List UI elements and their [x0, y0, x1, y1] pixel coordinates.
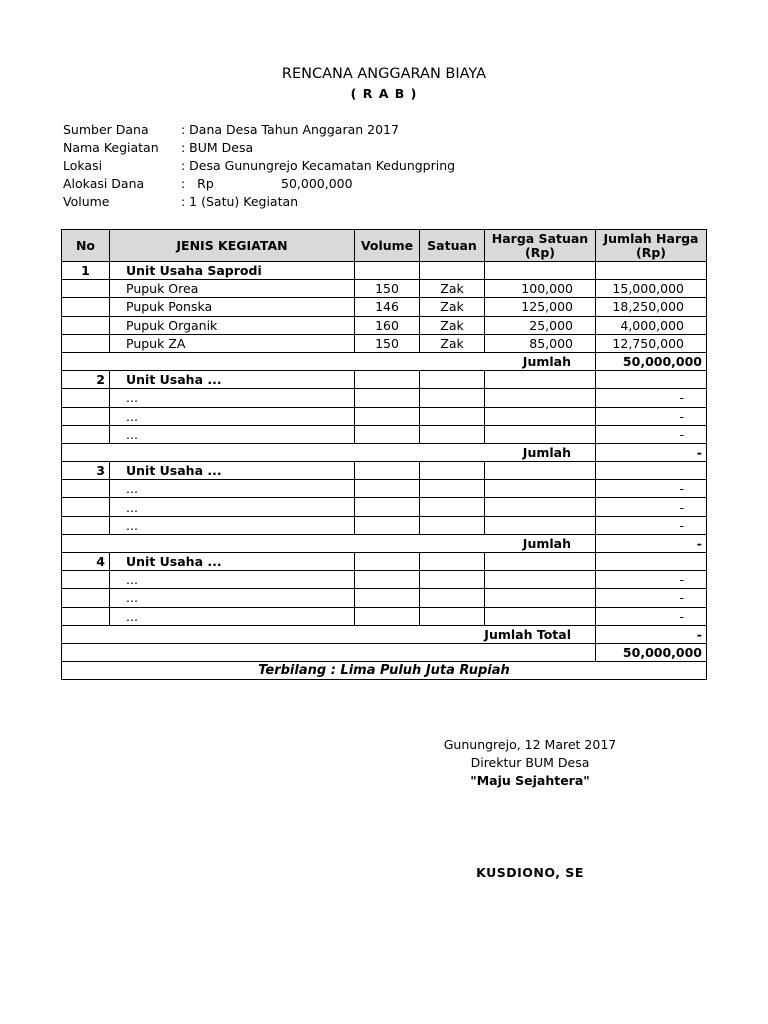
signature-organization: "Maju Sejahtera" — [470, 773, 590, 788]
table-row — [62, 571, 707, 589]
subtotal-label: Jumlah — [62, 352, 596, 370]
item-harga: 125,000 — [485, 298, 596, 316]
item-jumlah: - — [596, 571, 707, 589]
header-jumlah-harga: Jumlah Harga (Rp) — [596, 230, 707, 262]
item-jumlah: - — [596, 516, 707, 534]
info-value: : 1 (Satu) Kegiatan — [181, 194, 299, 209]
subtotal-value: 50,000,000 — [596, 352, 707, 370]
item-name: ... — [110, 480, 355, 498]
info-value: : Dana Desa Tahun Anggaran 2017 — [181, 122, 399, 137]
info-amount: 50,000,000 — [281, 176, 353, 191]
group-no: 1 — [62, 262, 110, 280]
item-name: ... — [110, 516, 355, 534]
document-title: RENCANA ANGGARAN BIAYA — [281, 66, 487, 82]
header-no: No — [62, 230, 110, 262]
item-jumlah: - — [596, 407, 707, 425]
group-name: Unit Usaha Saprodi — [110, 262, 355, 280]
info-label: Alokasi Dana — [63, 176, 145, 191]
group-row — [62, 262, 707, 280]
group-no: 4 — [62, 553, 110, 571]
item-jumlah: - — [596, 589, 707, 607]
info-label: Nama Kegiatan — [63, 140, 159, 155]
signature-position: Direktur BUM Desa — [470, 755, 590, 770]
table-row — [62, 389, 707, 407]
item-name: Pupuk ZA — [110, 334, 355, 352]
item-jumlah: - — [596, 498, 707, 516]
info-value: : BUM Desa — [181, 140, 254, 155]
header-harga-satuan: Harga Satuan (Rp) — [485, 230, 596, 262]
item-name: Pupuk Organik — [110, 316, 355, 334]
item-name: ... — [110, 571, 355, 589]
total-value: - — [596, 625, 707, 643]
grand-total-value: 50,000,000 — [596, 643, 707, 661]
table-row — [62, 280, 707, 298]
header-jenis-kegiatan: JENIS KEGIATAN — [110, 230, 355, 262]
group-name: Unit Usaha ... — [110, 462, 355, 480]
item-jumlah: - — [596, 607, 707, 625]
group-row — [62, 371, 707, 389]
item-name: Pupuk Orea — [110, 280, 355, 298]
info-label: Lokasi — [63, 158, 103, 173]
document-subtitle: ( R A B ) — [350, 86, 418, 101]
item-volume: 150 — [355, 280, 420, 298]
group-name: Unit Usaha ... — [110, 553, 355, 571]
table-row — [62, 498, 707, 516]
group-no: 3 — [62, 462, 110, 480]
grand-total-row — [62, 643, 707, 661]
subtotal-row — [62, 534, 707, 552]
total-row — [62, 625, 707, 643]
subtotal-row — [62, 443, 707, 461]
signature-place-date: Gunungrejo, 12 Maret 2017 — [443, 737, 617, 752]
item-satuan: Zak — [420, 334, 485, 352]
item-jumlah: - — [596, 480, 707, 498]
info-value: : Rp — [181, 176, 214, 191]
table-row — [62, 516, 707, 534]
item-jumlah: 4,000,000 — [596, 316, 707, 334]
group-no: 2 — [62, 371, 110, 389]
rab-table — [61, 229, 707, 680]
item-volume: 150 — [355, 334, 420, 352]
info-label: Volume — [63, 194, 110, 209]
table-row — [62, 316, 707, 334]
subtotal-value: - — [596, 534, 707, 552]
item-jumlah: 12,750,000 — [596, 334, 707, 352]
item-harga: 100,000 — [485, 280, 596, 298]
header-satuan: Satuan — [420, 230, 485, 262]
subtotal-label: Jumlah — [62, 443, 596, 461]
item-satuan: Zak — [420, 298, 485, 316]
info-row-alokasi-dana — [63, 175, 563, 193]
subtotal-label: Jumlah — [62, 534, 596, 552]
item-name: ... — [110, 389, 355, 407]
item-jumlah: - — [596, 425, 707, 443]
item-volume: 146 — [355, 298, 420, 316]
group-name: Unit Usaha ... — [110, 371, 355, 389]
terbilang-row — [62, 662, 707, 680]
subtotal-row — [62, 352, 707, 370]
item-name: ... — [110, 425, 355, 443]
terbilang-text: Terbilang : Lima Puluh Juta Rupiah — [62, 662, 707, 680]
item-volume: 160 — [355, 316, 420, 334]
item-name: ... — [110, 589, 355, 607]
item-harga: 25,000 — [485, 316, 596, 334]
table-row — [62, 480, 707, 498]
item-harga: 85,000 — [485, 334, 596, 352]
table-row — [62, 407, 707, 425]
table-row — [62, 425, 707, 443]
info-label: Sumber Dana — [63, 122, 149, 137]
group-row — [62, 462, 707, 480]
header-volume: Volume — [355, 230, 420, 262]
table-row — [62, 334, 707, 352]
item-name: Pupuk Ponska — [110, 298, 355, 316]
group-row — [62, 553, 707, 571]
item-name: ... — [110, 407, 355, 425]
info-row-nama-kegiatan — [63, 139, 563, 157]
table-row — [62, 607, 707, 625]
info-row-volume — [63, 193, 563, 211]
info-row-lokasi — [63, 157, 563, 175]
table-row — [62, 298, 707, 316]
info-block — [63, 121, 563, 211]
item-name: ... — [110, 607, 355, 625]
info-value: : Desa Gunungrejo Kecamatan Kedungpring — [181, 158, 456, 173]
info-row-sumber-dana — [63, 121, 563, 139]
item-satuan: Zak — [420, 316, 485, 334]
table-row — [62, 589, 707, 607]
signature-name: KUSDIONO, SE — [476, 865, 584, 880]
total-label: Jumlah Total — [62, 625, 596, 643]
table-header-row — [62, 230, 707, 262]
item-satuan: Zak — [420, 280, 485, 298]
item-jumlah: - — [596, 389, 707, 407]
subtotal-value: - — [596, 443, 707, 461]
item-jumlah: 18,250,000 — [596, 298, 707, 316]
item-name: ... — [110, 498, 355, 516]
item-jumlah: 15,000,000 — [596, 280, 707, 298]
